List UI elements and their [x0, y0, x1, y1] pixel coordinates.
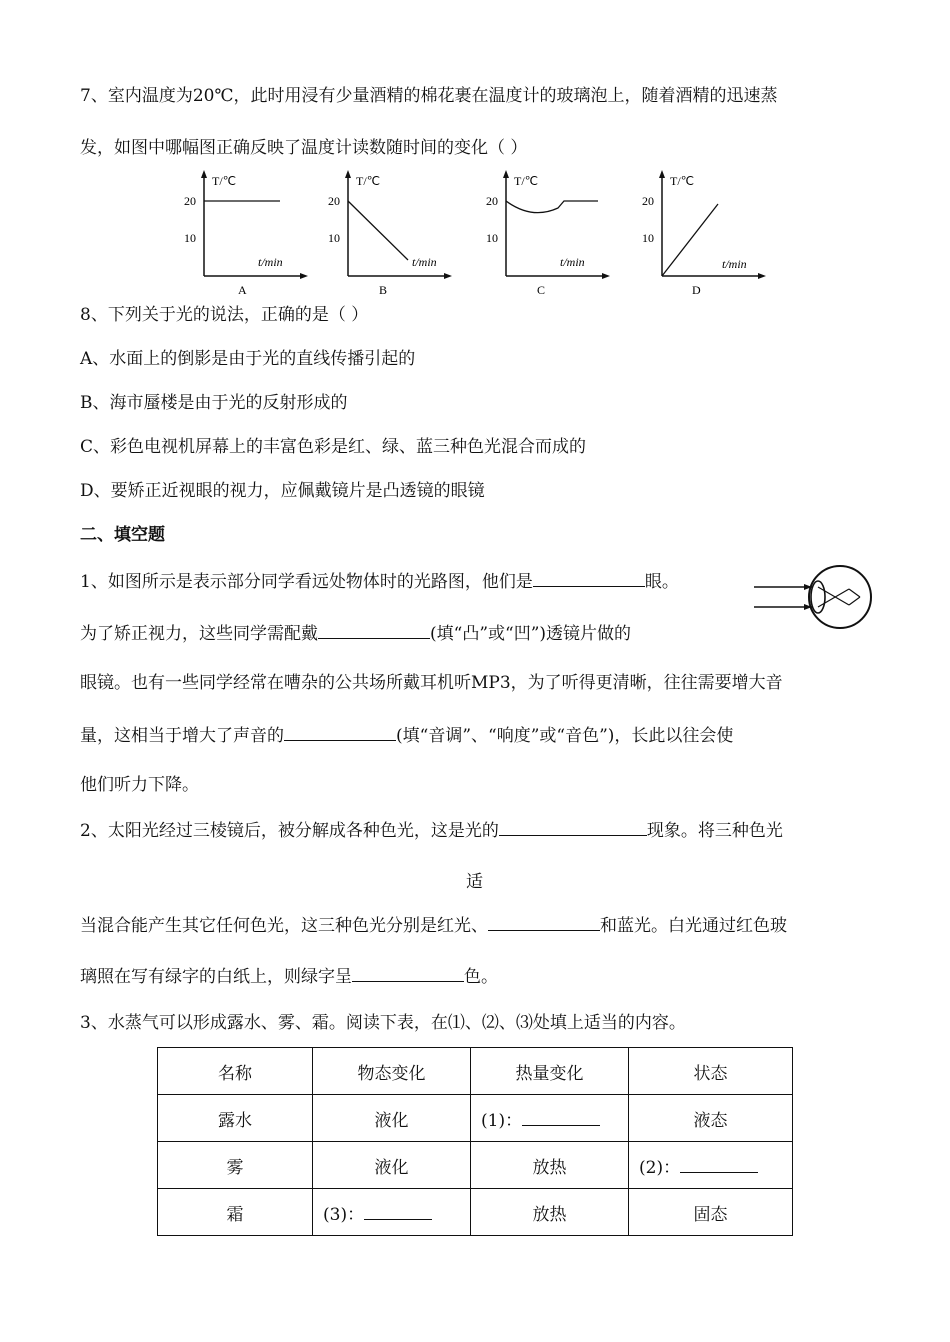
- y-label: T/℃: [670, 174, 695, 188]
- y-arrow: [201, 170, 207, 178]
- answer-blank[interactable]: [499, 817, 647, 836]
- refracted-ray-4: [849, 597, 860, 605]
- graph-c: [484, 168, 614, 298]
- panel-letter: C: [537, 283, 546, 297]
- table-cell: 露水: [158, 1095, 313, 1142]
- x-label: t/min: [258, 255, 283, 269]
- q8-stem: 8、下列关于光的说法，正确的是（ ）: [80, 305, 369, 325]
- fill1-line4: [80, 722, 733, 748]
- lens: [811, 581, 825, 613]
- answer-blank[interactable]: [352, 963, 464, 982]
- q8-option-c: C、彩色电视机屏幕上的丰富色彩是红、绿、蓝三种色光混合而成的: [80, 437, 587, 457]
- table-cell-blank: [629, 1142, 793, 1189]
- graph-a: [182, 168, 312, 298]
- curve-b: [348, 201, 408, 260]
- fill1-text: 眼。: [644, 572, 679, 592]
- refracted-ray-1: [818, 587, 849, 605]
- fill2-line1: [80, 817, 783, 843]
- x-label: t/min: [560, 255, 585, 269]
- x-arrow: [444, 273, 452, 279]
- blank-label: (2)：: [639, 1157, 681, 1178]
- fill1-text: (填“凸”或“凹”)透镜片做的: [430, 624, 632, 644]
- fill1-text: 量，这相当于增大了声音的: [80, 726, 284, 746]
- table-cell: 放热: [471, 1142, 629, 1189]
- fill2-text: 当混合能产生其它任何色光，这三种色光分别是红光、: [80, 916, 488, 936]
- tick-10: 10: [184, 231, 196, 245]
- x-arrow: [602, 273, 610, 279]
- section-title: 二、填空题: [80, 525, 165, 545]
- fill1-text: (填“音调”、“响度”或“音色”)，长此以往会使: [396, 726, 734, 746]
- header-cell: 热量变化: [471, 1048, 629, 1095]
- fill1-text: 1、如图所示是表示部分同学看远处物体时的光路图，他们是: [80, 572, 533, 592]
- y-arrow: [659, 170, 665, 178]
- q7-line1: 7、室内温度为20℃，此时用浸有少量酒精的棉花裹在温度计的玻璃泡上，随着酒精的迅速蒸: [80, 86, 778, 106]
- panel-letter: A: [238, 283, 247, 297]
- fill1-line3: 眼镜。也有一些同学经常在嘈杂的公共场所戴耳机听MP3，为了听得更清晰，往往需要增大音: [80, 673, 783, 693]
- q7-line2: 发，如图中哪幅图正确反映了温度计读数随时间的变化（ ）: [80, 138, 528, 158]
- tick-10: 10: [642, 231, 654, 245]
- y-label: T/℃: [212, 174, 237, 188]
- table-cell-blank: [313, 1189, 471, 1236]
- blank-label: (1)：: [481, 1110, 523, 1131]
- table-row: [158, 1095, 793, 1142]
- y-label: T/℃: [356, 174, 381, 188]
- graph-d: [640, 168, 770, 298]
- tick-20: 20: [328, 194, 340, 208]
- header-cell: 名称: [158, 1048, 313, 1095]
- q8-option-d: D、要矫正近视眼的视力，应佩戴镜片是凸透镜的眼镜: [80, 481, 485, 501]
- graph-b: [326, 168, 456, 298]
- panel-letter: D: [692, 283, 701, 297]
- x-arrow: [758, 273, 766, 279]
- tick-20: 20: [642, 194, 654, 208]
- fill2-text: 色。: [464, 967, 498, 987]
- x-label: t/min: [722, 257, 747, 271]
- eye-diagram: [752, 562, 874, 637]
- header-cell: 物态变化: [313, 1048, 471, 1095]
- fill1-line2: [80, 620, 631, 646]
- table-cell: 放热: [471, 1189, 629, 1236]
- fill1-line5: 他们听力下降。: [80, 775, 199, 795]
- fill2-text: 和蓝光。白光通过红色玻: [600, 916, 787, 936]
- fill1-line1: [80, 568, 679, 594]
- fill2-line2: 适: [466, 872, 483, 892]
- answer-blank[interactable]: [364, 1203, 432, 1220]
- answer-blank[interactable]: [318, 620, 430, 639]
- answer-blank[interactable]: [522, 1109, 600, 1126]
- x-label: t/min: [412, 255, 437, 269]
- table-cell: 固态: [629, 1189, 793, 1236]
- fill2-line4: [80, 963, 498, 989]
- table-cell: 液化: [313, 1142, 471, 1189]
- y-arrow: [503, 170, 509, 178]
- answer-blank[interactable]: [284, 722, 396, 741]
- table-row: [158, 1189, 793, 1236]
- tick-10: 10: [328, 231, 340, 245]
- y-arrow: [345, 170, 351, 178]
- tick-10: 10: [486, 231, 498, 245]
- panel-letter: B: [379, 283, 388, 297]
- answer-blank[interactable]: [488, 912, 600, 931]
- fill1-text: 为了矫正视力，这些同学需配戴: [80, 624, 318, 644]
- table-cell: 液态: [629, 1095, 793, 1142]
- tick-20: 20: [486, 194, 498, 208]
- table-cell: 雾: [158, 1142, 313, 1189]
- fill3-stem: 3、水蒸气可以形成露水、雾、霜。阅读下表，在⑴、⑵、⑶处填上适当的内容。: [80, 1013, 686, 1033]
- table-cell: 霜: [158, 1189, 313, 1236]
- eyeball: [809, 566, 871, 628]
- y-label: T/℃: [514, 174, 539, 188]
- fill2-text: 璃照在写有绿字的白纸上，则绿字呈: [80, 967, 352, 987]
- blank-label: (3)：: [323, 1204, 365, 1225]
- q8-option-b: B、海市蜃楼是由于光的反射形成的: [80, 393, 348, 413]
- fill2-text: 现象。将三种色光: [646, 821, 783, 841]
- table-row: [158, 1142, 793, 1189]
- phase-table: [157, 1047, 793, 1236]
- fill2-text: 2、太阳光经过三棱镜后，被分解成各种色光，这是光的: [80, 821, 499, 841]
- table-header-row: [158, 1048, 793, 1095]
- table-cell: 液化: [313, 1095, 471, 1142]
- header-cell: 状态: [629, 1048, 793, 1095]
- refracted-ray-2: [818, 589, 849, 607]
- table-cell-blank: [471, 1095, 629, 1142]
- refracted-ray-3: [849, 589, 860, 597]
- fill2-line3: [80, 912, 787, 938]
- curve-d: [662, 204, 718, 276]
- tick-20: 20: [184, 194, 196, 208]
- x-arrow: [300, 273, 308, 279]
- curve-c: [506, 201, 598, 213]
- q8-option-a: A、水面上的倒影是由于光的直线传播引起的: [80, 349, 416, 369]
- answer-blank[interactable]: [680, 1156, 758, 1173]
- answer-blank[interactable]: [533, 568, 645, 587]
